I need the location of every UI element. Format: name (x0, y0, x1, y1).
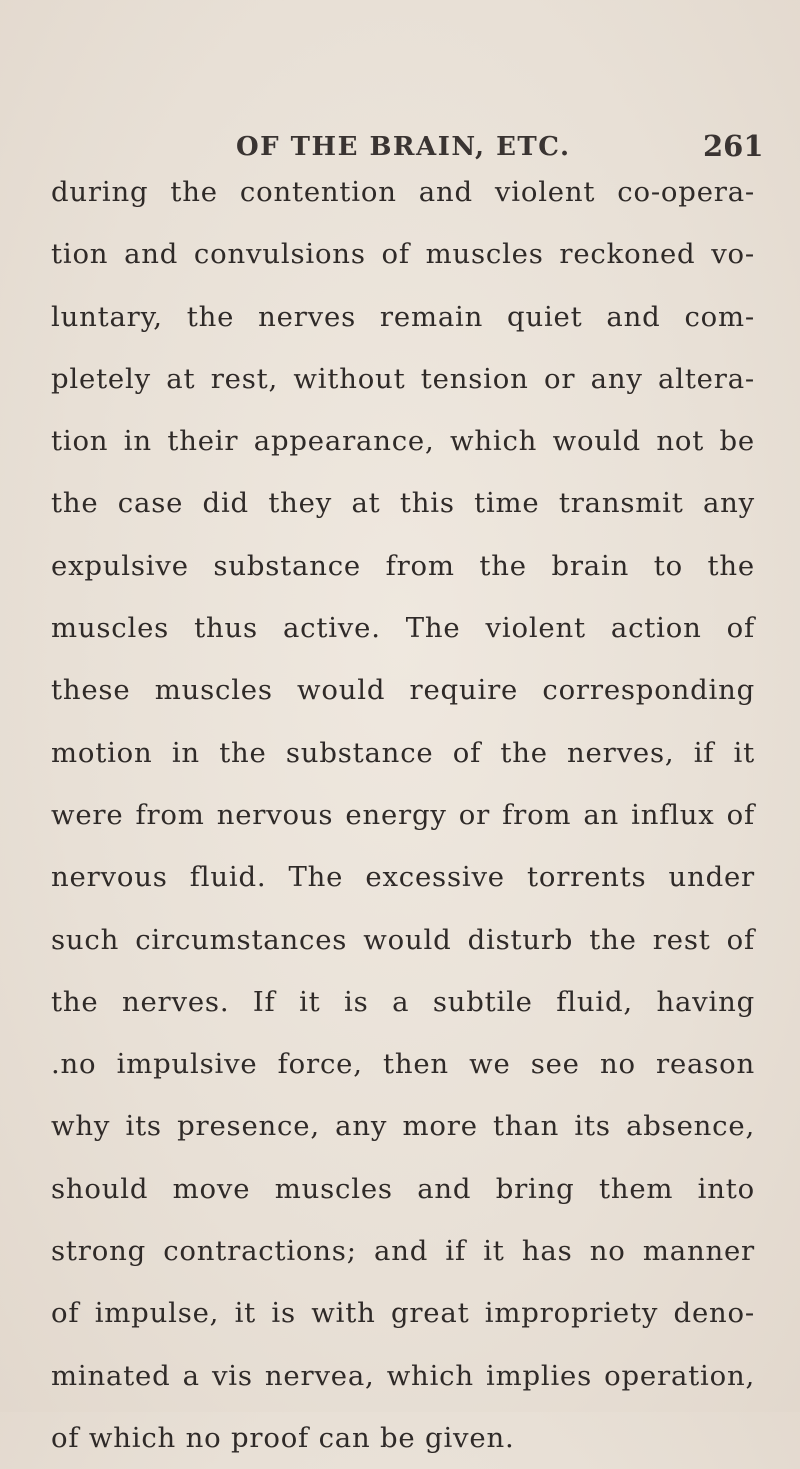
text-line: expulsive substance from the brain to the (51, 549, 755, 582)
text-line: of impulse, it is with great impropriety deno- (51, 1297, 755, 1330)
text-line: of which no proof can be given. (51, 1421, 515, 1454)
text-line: .no impulsive force, then we see no reason (51, 1048, 755, 1081)
text-line: minated a vis nervea, which implies operation, (51, 1359, 755, 1392)
text-line: motion in the substance of the nerves, if it (51, 736, 755, 769)
text-line: luntary, the nerves remain quiet and com- (51, 300, 755, 333)
text-line: why its presence, any more than its absence, (51, 1110, 755, 1143)
text-line: muscles thus active. The violent action of (51, 612, 755, 645)
text-line: such circumstances would disturb the rest of (51, 923, 755, 956)
text-line: during the contention and violent co-opera- (51, 176, 755, 208)
text-line: were from nervous energy or from an influx of (51, 798, 755, 831)
text-line: tion and convulsions of muscles reckoned vo- (51, 238, 755, 271)
running-title: OF THE BRAIN, ETC. (236, 132, 571, 162)
text-line: these muscles would require corresponding (51, 674, 755, 707)
text-line: nervous fluid. The excessive torrents under (51, 861, 755, 894)
text-line: the case did they at this time transmit any (51, 487, 755, 520)
page-number: 261 (703, 129, 764, 163)
text-line: should move muscles and bring them into (51, 1172, 755, 1205)
text-line: tion in their appearance, which would not be (51, 425, 755, 458)
text-line: pletely at rest, without tension or any altera- (51, 362, 755, 395)
body-text (51, 161, 755, 1469)
text-line: strong contractions; and if it has no manner (51, 1235, 755, 1268)
text-line: the nerves. If it is a subtile fluid, having (51, 985, 755, 1018)
